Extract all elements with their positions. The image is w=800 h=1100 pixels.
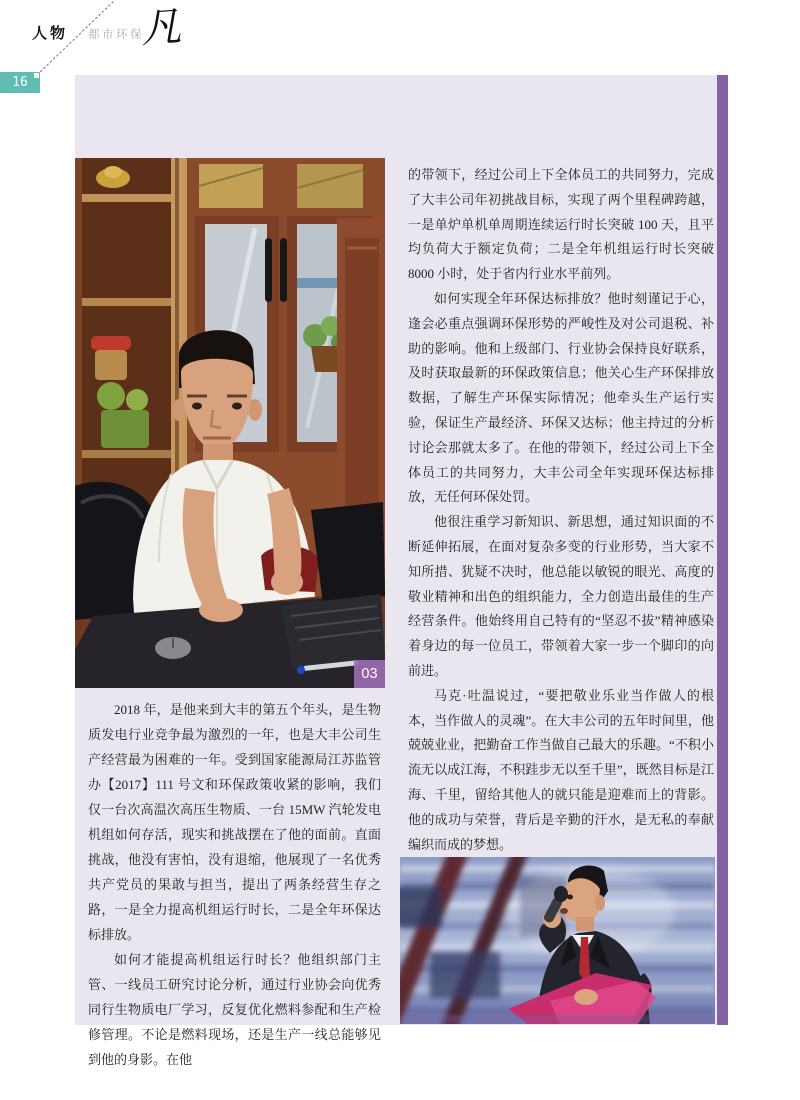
page-number-tab: 16 bbox=[0, 72, 40, 93]
magazine-title: 都市环保 bbox=[88, 29, 144, 41]
paragraph: 他很注重学习新知识、新思想，通过知识面的不断延伸拓展，在面对复杂多变的行业形势，当大家不知所措、犹疑不决时，他总能以敏锐的眼光、高度的敬业精神和出色的组织能力，全力创造出最佳的生产经营条件。他始终用自己特有的“坚忍不拔”精神感染着身边的每一位员工，带领着大家一步一个脚印的向前进。 bbox=[408, 514, 714, 678]
office-photo-illustration bbox=[75, 158, 385, 688]
section-label: 人物 bbox=[32, 25, 69, 42]
paragraph: 的带领下，经过公司上下全体员工的共同努力，完成了大丰公司年初挑战目标，实现了两个里程碑跨越，一是单炉单机单周期连续运行时长突破 100 天，且平均负荷大于额定负荷；二是全年机组运行时长突破 8000 小时，处于省内行业水平前列。 bbox=[408, 167, 714, 282]
article-left-column bbox=[88, 697, 381, 1072]
stage-photo-illustration bbox=[400, 857, 715, 1024]
paragraph: 如何实现全年环保达标排放？他时刻谨记于心，逢会必重点强调环保形势的严峻性及对公司退税、补助的影响。他和上级部门、行业协会保持良好联系，及时获取最新的环保政策信息；他关心生产环保排放数据，了解生产环保实际情况；他牵头生产运行实验，保证生产最经济、环保又达标；他主持过的分析讨论会那就太多了。在他的带领下，经过公司上下全体员工的共同努力，大丰公司全年实现环保达标排放，无任何环保处罚。 bbox=[408, 290, 714, 505]
photo-number-badge: 03 bbox=[354, 660, 385, 688]
paragraph: 马克·吐温说过，“要把敬业乐业当作做人的根本，当作做人的灵魂”。在大丰公司的五年时间里，他兢兢业业，把勤奋工作当做自己最大的乐趣。“不积小流无以成江海，不积跬步无以至千里”，既然目标是江海、千里，留给其他人的就只能是迎难而上的背影。他的成功与荣誉，背后是辛勤的汗水，是无私的奉献编织而成的梦想。 bbox=[408, 687, 714, 852]
brand-calligraphy-mark: 凡 bbox=[139, 3, 183, 53]
office-portrait-photo bbox=[75, 158, 385, 688]
page-tab-notch bbox=[34, 73, 39, 78]
accent-bar bbox=[717, 75, 728, 1025]
paragraph: 2018 年，是他来到大丰的第五个年头，是生物质发电行业竞争最为激烈的一年，也是大丰公司生产经营最为困难的一年。受到国家能源局江苏监管办【2017】111 号文和环保政策收紧的影响，我们仅一台次高温次高压生物质、一台 15MW 汽轮发电机组如何存活，现实和挑战摆在了他的面前。直面挑战，他没有害怕，没有退缩，他展现了一名优秀共产党员的果敢与担当，提出了两条经营生存之路，一是全力提高机组运行时长，二是全年环保达标排放。 bbox=[88, 702, 381, 942]
paragraph: 如何才能提高机组运行时长？他组织部门主管、一线员工研究讨论分析，通过行业协会向优秀同行生物质电厂学习，反复优化燃料参配和生产检修管理。不论是燃料现场，还是生产一线总能够见到他的身影。在他 bbox=[88, 952, 381, 1067]
stage-speech-photo bbox=[400, 857, 715, 1024]
article-right-column bbox=[408, 163, 714, 857]
